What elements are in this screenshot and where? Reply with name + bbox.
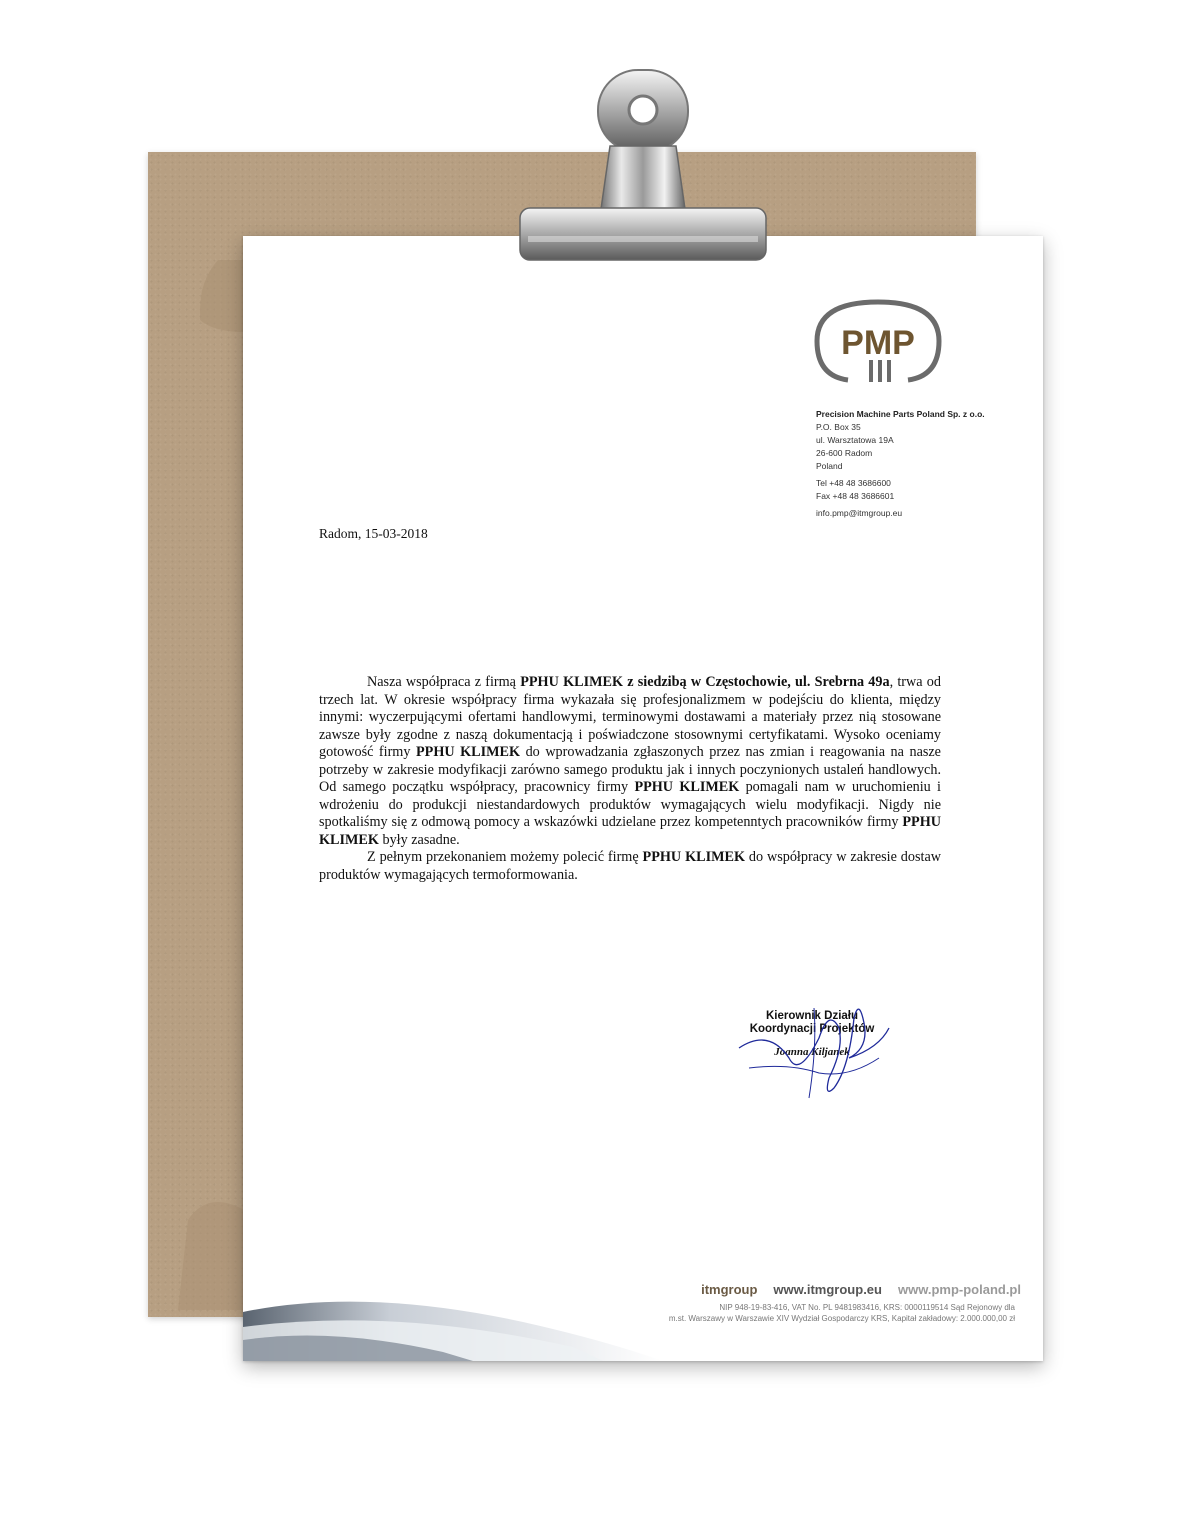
address-line: Poland (816, 461, 843, 471)
stamp-title-line-1: Kierownik Działu (765, 1010, 859, 1022)
paragraph-2 (319, 849, 941, 884)
handwritten-signature (729, 988, 899, 1108)
company-address-block (816, 408, 985, 520)
address-line: P.O. Box 35 (816, 422, 861, 432)
paragraph-1 (319, 674, 941, 849)
text-run: Nasza współpraca z firmą (367, 674, 521, 690)
footer-swoosh-graphic (243, 1292, 1043, 1361)
text-run: były zasadne. (378, 831, 460, 848)
pmp-website-link[interactable]: www.pmp-poland.pl (897, 1282, 1021, 1297)
text-run: do wprowadzania zgłaszonych przez nas zmian i reagowania na nasze potrzeby w zakresie modyfikacji zarówno samego produktu jak i innych poczynionych ustaleń handlowych. Od samego początku współpracy, pracownicy firmy (319, 744, 941, 795)
address-line: ul. Warsztatowa 19A (816, 435, 894, 445)
letter-paper (243, 236, 1043, 1361)
binder-clip-icon (518, 66, 768, 271)
company-name: Precision Machine Parts Poland Sp. z o.o. (816, 409, 985, 419)
logo-text: PMP (841, 324, 915, 362)
bold-text-run: PPHU KLIMEK (319, 814, 941, 848)
bold-text-run: PPHU KLIMEK (415, 744, 521, 760)
text-run: pomagali nam w uruchomieniu i wdrożeniu do produkcji niestandardowych produktów wymagających wielu modyfikacji. Nigdy nie spotkaliśmy się z odmową pomocy a wskazówki udzielane przez kompetenntych pracowników firmy (319, 779, 941, 830)
letter-body (319, 674, 941, 884)
itmgroup-brand: itmgroup (701, 1282, 758, 1297)
bold-text-run: PPHU KLIMEK (634, 779, 740, 795)
envelope-flap (148, 260, 244, 1310)
signatory-name: Joanna Kiljanek (774, 1046, 850, 1058)
text-run: , trwa od trzech lat. W okresie współpracy firma wykazała się profesjonalizmem w podejściu do klienta, między innymi: wyczerpującymi ofertami handlowymi, terminowymi dostawami a materiały przez nią stosowane zawsze były zgodne z naszą dokumentacją i poświadczone stosownymi certyfikatami. Wysoko oceniamy gotowość firmy (319, 674, 941, 760)
address-line: 26-600 Radom (816, 448, 873, 458)
itmgroup-website-link[interactable]: www.itmgroup.eu (773, 1282, 882, 1297)
bold-text-run: PPHU KLIMEK z siedzibą w Częstochowie, ul. Srebrna 49a (520, 674, 890, 690)
email-address: info.pmp@itmgroup.eu (816, 508, 903, 518)
text-run: Z pełnym przekonaniem możemy polecić firmę (367, 849, 643, 865)
legal-line-1: NIP 948-19-83-416, VAT No. PL 9481983416, KRS: 0000119514 Sąd Rejonowy dla (719, 1303, 1015, 1312)
stamp-title-line-2: Koordynacji Projektów (749, 1023, 875, 1035)
bold-text-run: PPHU KLIMEK (642, 849, 745, 865)
pmp-logo-icon (813, 296, 943, 388)
letter-date: Radom, 15-03-2018 (319, 526, 428, 541)
text-run: do współpracy w zakresie dostaw produktów wymagających termoformowania. (319, 849, 942, 883)
legal-line-2: m.st. Warszawy w Warszawie XIV Wydział Gospodarczy KRS, Kapitał zakładowy: 2.000.000,00 zł (668, 1314, 1015, 1323)
phone-number: Tel +48 48 3686600 (816, 478, 891, 488)
fax-number: Fax +48 48 3686601 (816, 491, 895, 501)
